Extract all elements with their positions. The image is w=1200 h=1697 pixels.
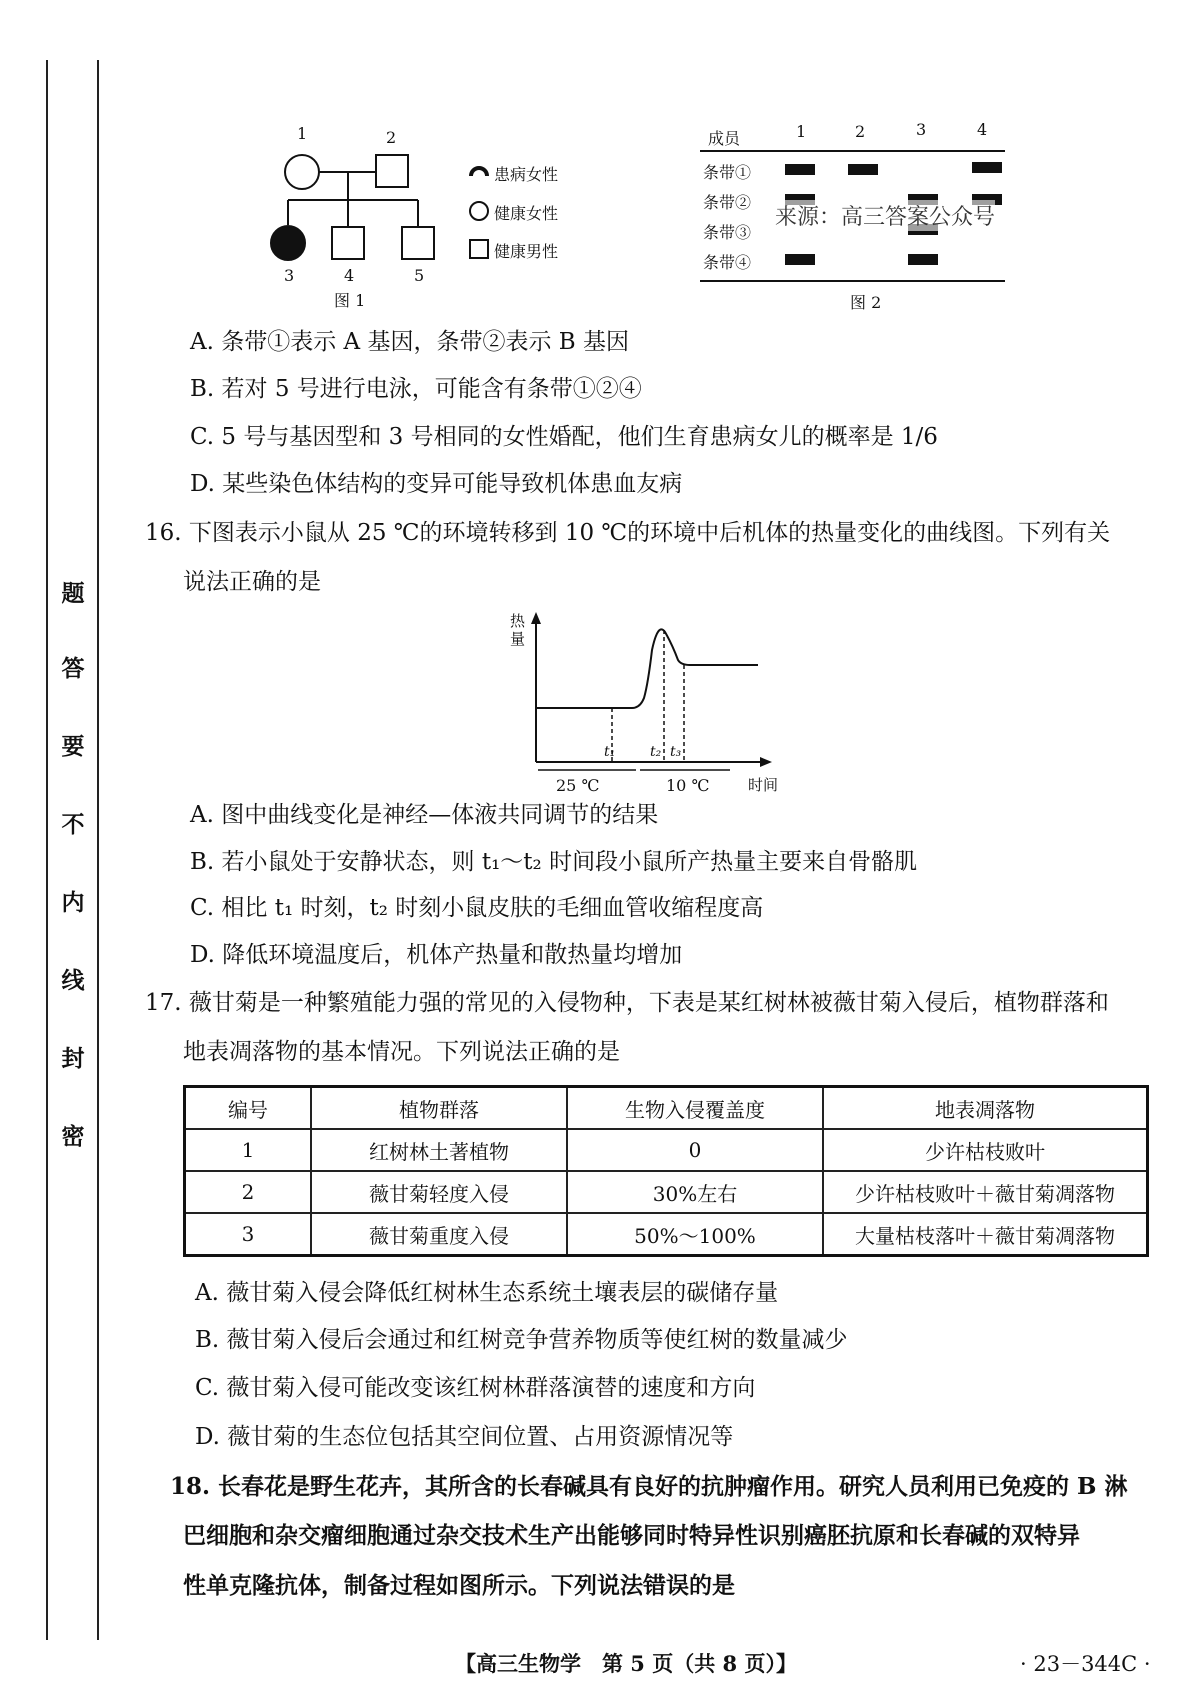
figure2-header-label: 成员: [708, 129, 741, 148]
chart-region-10: 10 ℃: [666, 776, 710, 795]
table-cell: 2: [185, 1171, 312, 1213]
table-cell: 3: [185, 1213, 312, 1256]
table-cell: 少许枯枝败叶: [823, 1129, 1148, 1171]
table-row: [185, 1171, 1148, 1213]
chart-xlabel: 时间: [748, 776, 779, 794]
table-header: 编号: [185, 1087, 312, 1130]
q16-stem-line2: 说法正确的是: [183, 569, 321, 595]
figure2-row-label: 条带④: [703, 253, 752, 272]
band-r1-c4: [972, 162, 1002, 173]
q15-option-a: A. 条带①表示 A 基因，条带②表示 B 基因: [190, 329, 629, 355]
q15-option-b: B. 若对 5 号进行电泳，可能含有条带①②④: [190, 376, 642, 402]
table-header: 地表凋落物: [823, 1087, 1148, 1130]
seal-char: 答: [61, 655, 85, 682]
figure2-row-label: 条带①: [703, 163, 752, 182]
heat-chart-svg: [500, 610, 790, 800]
legend-label: 健康女性: [494, 204, 559, 223]
binding-line-outer: [46, 60, 48, 1640]
q18-line1: 18. 长春花是野生花卉，其所含的长春碱具有良好的抗肿瘤作用。研究人员利用已免疫的 B 淋: [170, 1473, 1128, 1500]
chart-region-25: 25 ℃: [556, 776, 600, 795]
band-r4-c1: [785, 254, 815, 265]
table-cell: 大量枯枝落叶＋薇甘菊凋落物: [823, 1213, 1148, 1256]
legend-healthy-female-icon: [468, 200, 490, 222]
member-number: 5: [414, 266, 425, 285]
member-3-affected-female: [271, 226, 305, 260]
member-number: 2: [386, 128, 397, 147]
member-4-healthy-male: [332, 227, 364, 259]
band-r1-c2: [848, 164, 878, 175]
legend-label: 健康男性: [494, 242, 559, 261]
chart-marker-t1: t₁: [604, 744, 616, 760]
pedigree-legend: [468, 160, 588, 270]
band-r1-c1: [785, 164, 815, 175]
q18-line2: 巴细胞和杂交瘤细胞通过杂交技术生产出能够同时特异性识别癌胚抗原和长春碱的双特异: [183, 1522, 1080, 1549]
q17-option-b: B. 薇甘菊入侵后会通过和红树竞争营养物质等使红树的数量减少: [195, 1327, 848, 1353]
q16-option-d: D. 降低环境温度后，机体产热量和散热量均增加: [190, 942, 683, 968]
chart-marker-t2: t₂: [650, 744, 662, 760]
figure2-row-label: 条带②: [703, 193, 752, 212]
q18-line3: 性单克隆抗体，制备过程如图所示。下列说法错误的是: [183, 1572, 735, 1599]
q17-stem-line1: 17. 薇甘菊是一种繁殖能力强的常见的入侵物种，下表是某红树林被薇甘菊入侵后，植物群落和: [145, 990, 1109, 1016]
seal-char: 题: [61, 580, 85, 607]
table-header: 生物入侵覆盖度: [567, 1087, 823, 1130]
figure1-caption: 图 1: [334, 291, 366, 310]
q17-option-a: A. 薇甘菊入侵会降低红树林生态系统土壤表层的碳储存量: [195, 1280, 779, 1306]
member-number: 1: [297, 124, 308, 143]
footer-page-info: 【高三生物学 第 5 页（共 8 页）】: [455, 1651, 797, 1676]
seal-char: 不: [61, 811, 85, 838]
figure2-column: 1: [796, 122, 807, 141]
binding-line-inner: [97, 60, 99, 1640]
table-cell: 1: [185, 1129, 312, 1171]
table-cell: 0: [567, 1129, 823, 1171]
member-number: 4: [344, 266, 355, 285]
member-number: 3: [284, 266, 295, 285]
q16-stem-line1: 16. 下图表示小鼠从 25 ℃的环境转移到 10 ℃的环境中后机体的热量变化的曲线图。下列有关: [145, 520, 1111, 546]
q16-option-a: A. 图中曲线变化是神经—体液共同调节的结果: [190, 802, 659, 828]
member-2-healthy-male: [376, 155, 408, 187]
figure2-column: 4: [977, 120, 988, 139]
figure2-row-label: 条带③: [703, 223, 752, 242]
figure2-column: 3: [916, 120, 927, 139]
heat-curve: [536, 629, 758, 708]
q17-option-c: C. 薇甘菊入侵可能改变该红树林群落演替的速度和方向: [195, 1375, 756, 1401]
seal-char: 内: [61, 889, 85, 916]
y-axis-arrow: [531, 612, 541, 624]
table-cell: 红树林土著植物: [311, 1129, 567, 1171]
seal-char: 线: [61, 967, 85, 994]
table-cell: 薇甘菊重度入侵: [311, 1213, 567, 1256]
figure2-top-rule: [700, 150, 1005, 152]
q17-option-d: D. 薇甘菊的生态位包括其空间位置、占用资源情况等: [195, 1424, 734, 1450]
q17-stem-line2: 地表凋落物的基本情况。下列说法正确的是: [183, 1039, 620, 1065]
watermark: 来源：高三答案公众号: [775, 200, 995, 231]
table-cell: 薇甘菊轻度入侵: [311, 1171, 567, 1213]
seal-char: 要: [61, 733, 85, 760]
chart-ylabel: 热量: [510, 612, 526, 648]
q15-option-c: C. 5 号与基因型和 3 号相同的女性婚配，他们生育患病女儿的概率是 1/6: [190, 424, 938, 450]
heat-chart: [500, 610, 790, 800]
legend-affected-female-icon: [468, 162, 490, 184]
member-1-healthy-female: [285, 155, 319, 189]
q16-option-b: B. 若小鼠处于安静状态，则 t₁～t₂ 时间段小鼠所产热量主要来自骨骼肌: [190, 849, 918, 875]
figure2-column: 2: [855, 122, 866, 141]
q16-option-c: C. 相比 t₁ 时刻，t₂ 时刻小鼠皮肤的毛细血管收缩程度高: [190, 895, 764, 921]
figure2-caption: 图 2: [850, 293, 882, 312]
table-cell: 50%～100%: [567, 1213, 823, 1256]
q15-option-d: D. 某些染色体结构的变异可能导致机体患血友病: [190, 471, 683, 497]
table-header-row: [185, 1087, 1148, 1130]
band-r4-c3: [908, 254, 938, 265]
table-row: [185, 1129, 1148, 1171]
member-5-healthy-male: [402, 227, 434, 259]
seal-char: 密: [61, 1123, 85, 1150]
legend-healthy-male-icon: [468, 238, 490, 260]
table-row: [185, 1213, 1148, 1256]
figure2-bottom-rule: [700, 280, 1005, 282]
chart-marker-t3: t₃: [670, 744, 682, 760]
legend-label: 患病女性: [494, 165, 559, 184]
seal-char: 封: [61, 1045, 85, 1072]
table-header: 植物群落: [311, 1087, 567, 1130]
q17-table: [183, 1085, 1149, 1257]
table-cell: 少许枯枝败叶＋薇甘菊凋落物: [823, 1171, 1148, 1213]
x-axis-arrow: [760, 757, 772, 767]
table-cell: 30%左右: [567, 1171, 823, 1213]
footer-code: · 23－344C ·: [1020, 1652, 1151, 1676]
